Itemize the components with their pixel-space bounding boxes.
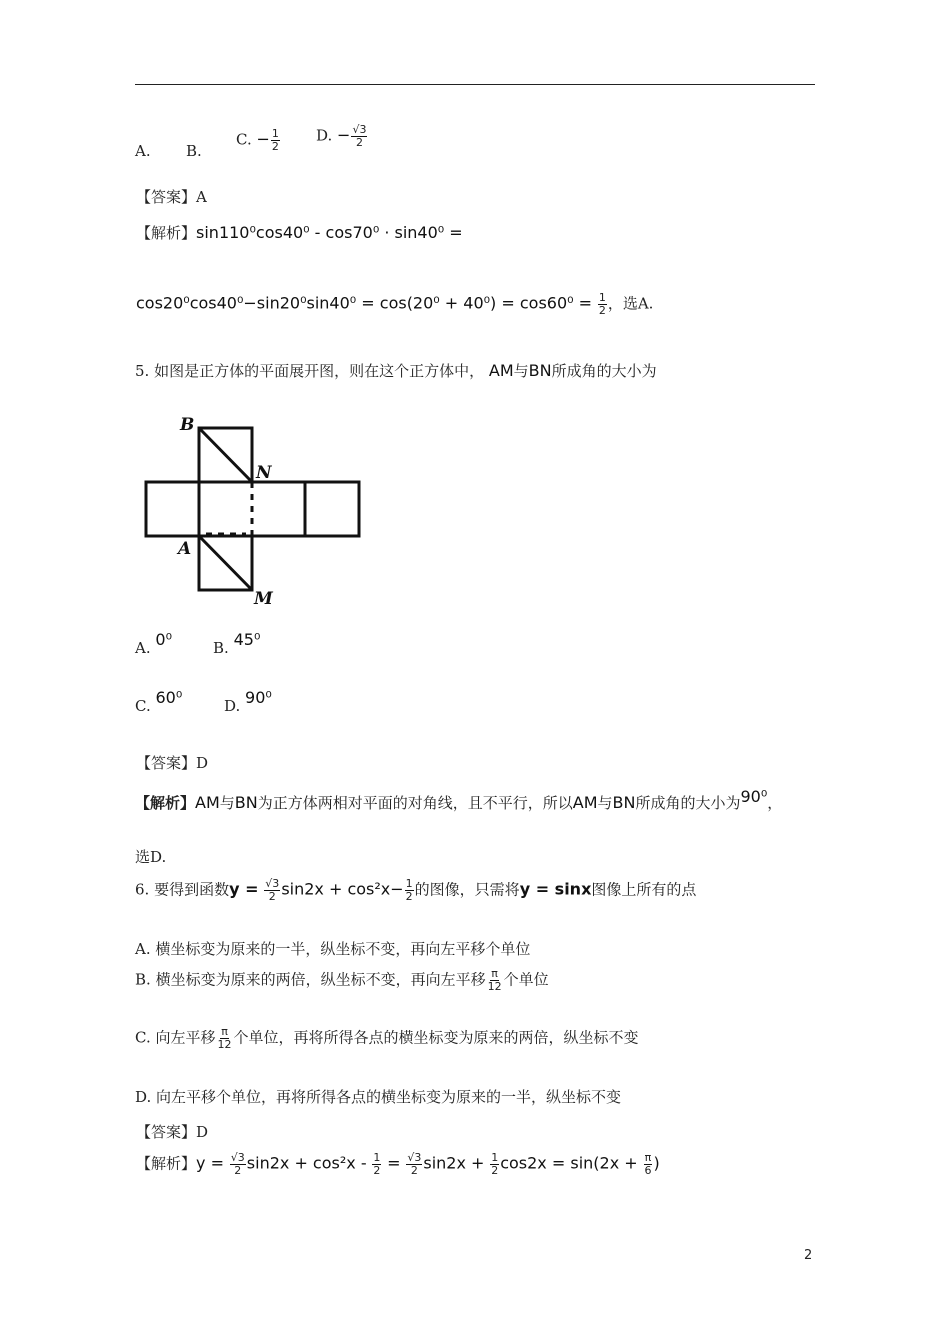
analysis-tag: 【解析】 — [136, 1154, 197, 1173]
page-number: 2 — [804, 1248, 813, 1263]
q5-answer — [136, 752, 208, 773]
q5-option-b — [213, 630, 261, 657]
prev-option-d-sign: − — [337, 125, 351, 145]
q5-analysis — [135, 787, 783, 813]
q6-an-mid1: sin2x + cos²x - — [246, 1153, 367, 1173]
answer-value: D — [196, 1123, 209, 1141]
frac-num: 1 — [598, 291, 606, 304]
answer-value: D — [196, 754, 209, 772]
q4-half-fraction — [598, 292, 607, 317]
option-fraction — [217, 1026, 233, 1051]
prev-option-d-label: D. — [316, 126, 333, 145]
option-text-b: 个单位，再将所得各点的横坐标变为原来的两倍，纵坐标不变 — [233, 1028, 639, 1047]
q5-analysis-text-a: 为正方体两相对平面的对角线，且不平行，所以 — [257, 794, 573, 812]
q6-stem — [135, 878, 696, 903]
label-a: A — [178, 539, 192, 559]
q5-analysis-am-2: AM — [572, 793, 598, 812]
option-value: 90⁰ — [245, 688, 272, 707]
q4-formula-2: cos20⁰cos40⁰−sin20⁰sin40⁰ = cos(20⁰ + 40⁰) = cos60⁰ = — [136, 293, 593, 313]
q6-an-y: y = — [196, 1153, 224, 1173]
frac-num: 1 — [271, 127, 279, 140]
q6-option-d — [135, 1086, 621, 1107]
q5-analysis-text-b: 所成角的大小为 — [635, 794, 741, 812]
q6-stem-b: 的图像，只需将 — [414, 880, 520, 899]
q5-stem — [135, 360, 657, 381]
q6-fn-half — [405, 878, 414, 903]
label-b: B — [180, 415, 195, 435]
q5-analysis-end: ， — [767, 794, 783, 812]
frac-num: √3 — [407, 1151, 422, 1164]
q5-option-c — [135, 688, 183, 715]
frac-den: 2 — [491, 1164, 499, 1177]
option-text-a: 横坐标变为原来的两倍，纵坐标不变，再向左平移 — [155, 970, 486, 989]
q5-option-d — [224, 688, 272, 715]
option-value: 0⁰ — [155, 630, 172, 649]
q6-base-fn: y = sinx — [519, 879, 592, 899]
q6-an-frac-3 — [406, 1152, 422, 1177]
q6-fn-frac — [264, 878, 280, 903]
frac-num: 1 — [373, 1151, 381, 1164]
frac-num: π — [644, 1151, 652, 1164]
frac-num: π — [221, 1025, 228, 1038]
q5-analysis-line2: 选D. — [135, 848, 167, 866]
q5-analysis-yu: 与 — [219, 794, 235, 812]
frac-den: 2 — [234, 1164, 242, 1177]
analysis-tag: 【解析】 — [135, 794, 196, 812]
q4-choose: ，选A. — [607, 294, 654, 313]
prev-option-a: A. — [135, 142, 151, 160]
frac-den: 2 — [271, 140, 279, 153]
frac-den: 12 — [217, 1038, 232, 1051]
prev-option-c — [236, 128, 281, 153]
option-label: C. — [135, 697, 151, 715]
cube-net-figure — [140, 408, 370, 608]
q6-option-a — [135, 938, 530, 959]
prev-option-d — [316, 124, 368, 149]
q6-option-c — [135, 1026, 639, 1051]
frac-den: 6 — [644, 1164, 652, 1177]
q4-formula-1: sin110⁰cos40⁰ - cos70⁰ · sin40⁰ = — [196, 223, 463, 242]
option-label: B. — [213, 639, 229, 657]
q6-number: 6. — [135, 880, 150, 899]
frac-den: 2 — [373, 1164, 381, 1177]
q6-analysis — [136, 1152, 660, 1177]
frac-den: 2 — [410, 1164, 418, 1177]
diagonal-am — [199, 536, 252, 590]
q5-number: 5. — [135, 362, 150, 380]
analysis-tag: 【解析】 — [136, 224, 197, 242]
label-n: N — [256, 463, 272, 483]
q5-bn: BN — [528, 361, 552, 380]
frac-num: √3 — [230, 1151, 245, 1164]
frac-den: 2 — [355, 136, 363, 149]
frac-num: π — [491, 967, 498, 980]
q6-an-frac-4 — [490, 1152, 499, 1177]
q6-fn-y: y = — [229, 879, 259, 899]
q5-analysis-bn: BN — [234, 793, 258, 812]
option-fraction — [487, 968, 503, 993]
q4-analysis-line1 — [136, 222, 463, 243]
frac-num: √3 — [352, 123, 367, 136]
frac-num: 1 — [491, 1151, 499, 1164]
option-label: A. — [135, 940, 151, 958]
q5-analysis-yu-2: 与 — [597, 794, 613, 812]
answer-value: A — [196, 188, 207, 206]
q5-am: AM — [488, 361, 514, 380]
q6-an-mid2: sin2x + — [423, 1153, 485, 1173]
answer-tag: 【答案】 — [136, 1123, 197, 1141]
q5-yu: 与 — [513, 362, 529, 380]
option-text-a: 向左平移 — [155, 1028, 216, 1047]
q4-analysis-line2 — [136, 292, 653, 317]
option-label: D. — [135, 1088, 152, 1106]
option-label: C. — [135, 1028, 151, 1047]
frac-den: 2 — [598, 304, 606, 317]
q6-an-frac-1 — [230, 1152, 246, 1177]
prev-option-c-label: C. — [236, 130, 252, 149]
q6-an-frac-5 — [643, 1152, 652, 1177]
prev-option-b: B. — [186, 142, 202, 160]
frac-num: 1 — [405, 877, 413, 890]
q6-answer — [136, 1121, 208, 1142]
prev-option-c-fraction — [271, 128, 280, 153]
q5-stem-b: 所成角的大小为 — [551, 362, 657, 380]
q5-stem-a: 如图是正方体的平面展开图，则在这个正方体中， — [154, 362, 485, 380]
q6-stem-c: 图像上所有的点 — [591, 880, 697, 899]
q6-an-eq: = — [387, 1153, 401, 1173]
frac-den: 2 — [405, 890, 413, 903]
q6-an-frac-2 — [372, 1152, 381, 1177]
prev-option-c-sign: − — [256, 129, 270, 149]
q5-option-a — [135, 630, 172, 657]
option-label: B. — [135, 970, 151, 989]
label-m: M — [254, 589, 273, 608]
answer-tag: 【答案】 — [136, 754, 197, 772]
q6-stem-a: 要得到函数 — [154, 880, 230, 899]
q5-analysis-degree: 90⁰ — [740, 787, 768, 806]
option-value: 45⁰ — [233, 630, 261, 649]
frac-den: 12 — [487, 980, 502, 993]
frac-num: √3 — [265, 877, 280, 890]
option-text: 横坐标变为原来的一半，纵坐标不变，再向左平移个单位 — [155, 940, 531, 958]
prev-option-d-fraction — [351, 124, 367, 149]
option-text-b: 个单位 — [503, 970, 549, 989]
q6-fn-mid: sin2x + cos²x− — [281, 879, 404, 899]
diagonal-bn — [199, 428, 252, 482]
answer-tag: 【答案】 — [136, 188, 197, 206]
q6-option-b — [135, 968, 549, 993]
q4-answer — [136, 186, 207, 207]
q6-an-mid3: cos2x = sin(2x + — [500, 1153, 638, 1173]
option-text: 向左平移个单位，再将所得各点的横坐标变为原来的一半，纵坐标不变 — [156, 1088, 622, 1106]
option-label: A. — [135, 639, 151, 657]
q6-an-close: ) — [653, 1153, 660, 1173]
frac-den: 2 — [268, 890, 276, 903]
header-rule — [135, 84, 815, 85]
q5-analysis-am: AM — [195, 793, 220, 812]
q5-analysis-bn-2: BN — [612, 793, 636, 812]
option-value: 60⁰ — [155, 688, 183, 707]
option-label: D. — [224, 697, 241, 715]
